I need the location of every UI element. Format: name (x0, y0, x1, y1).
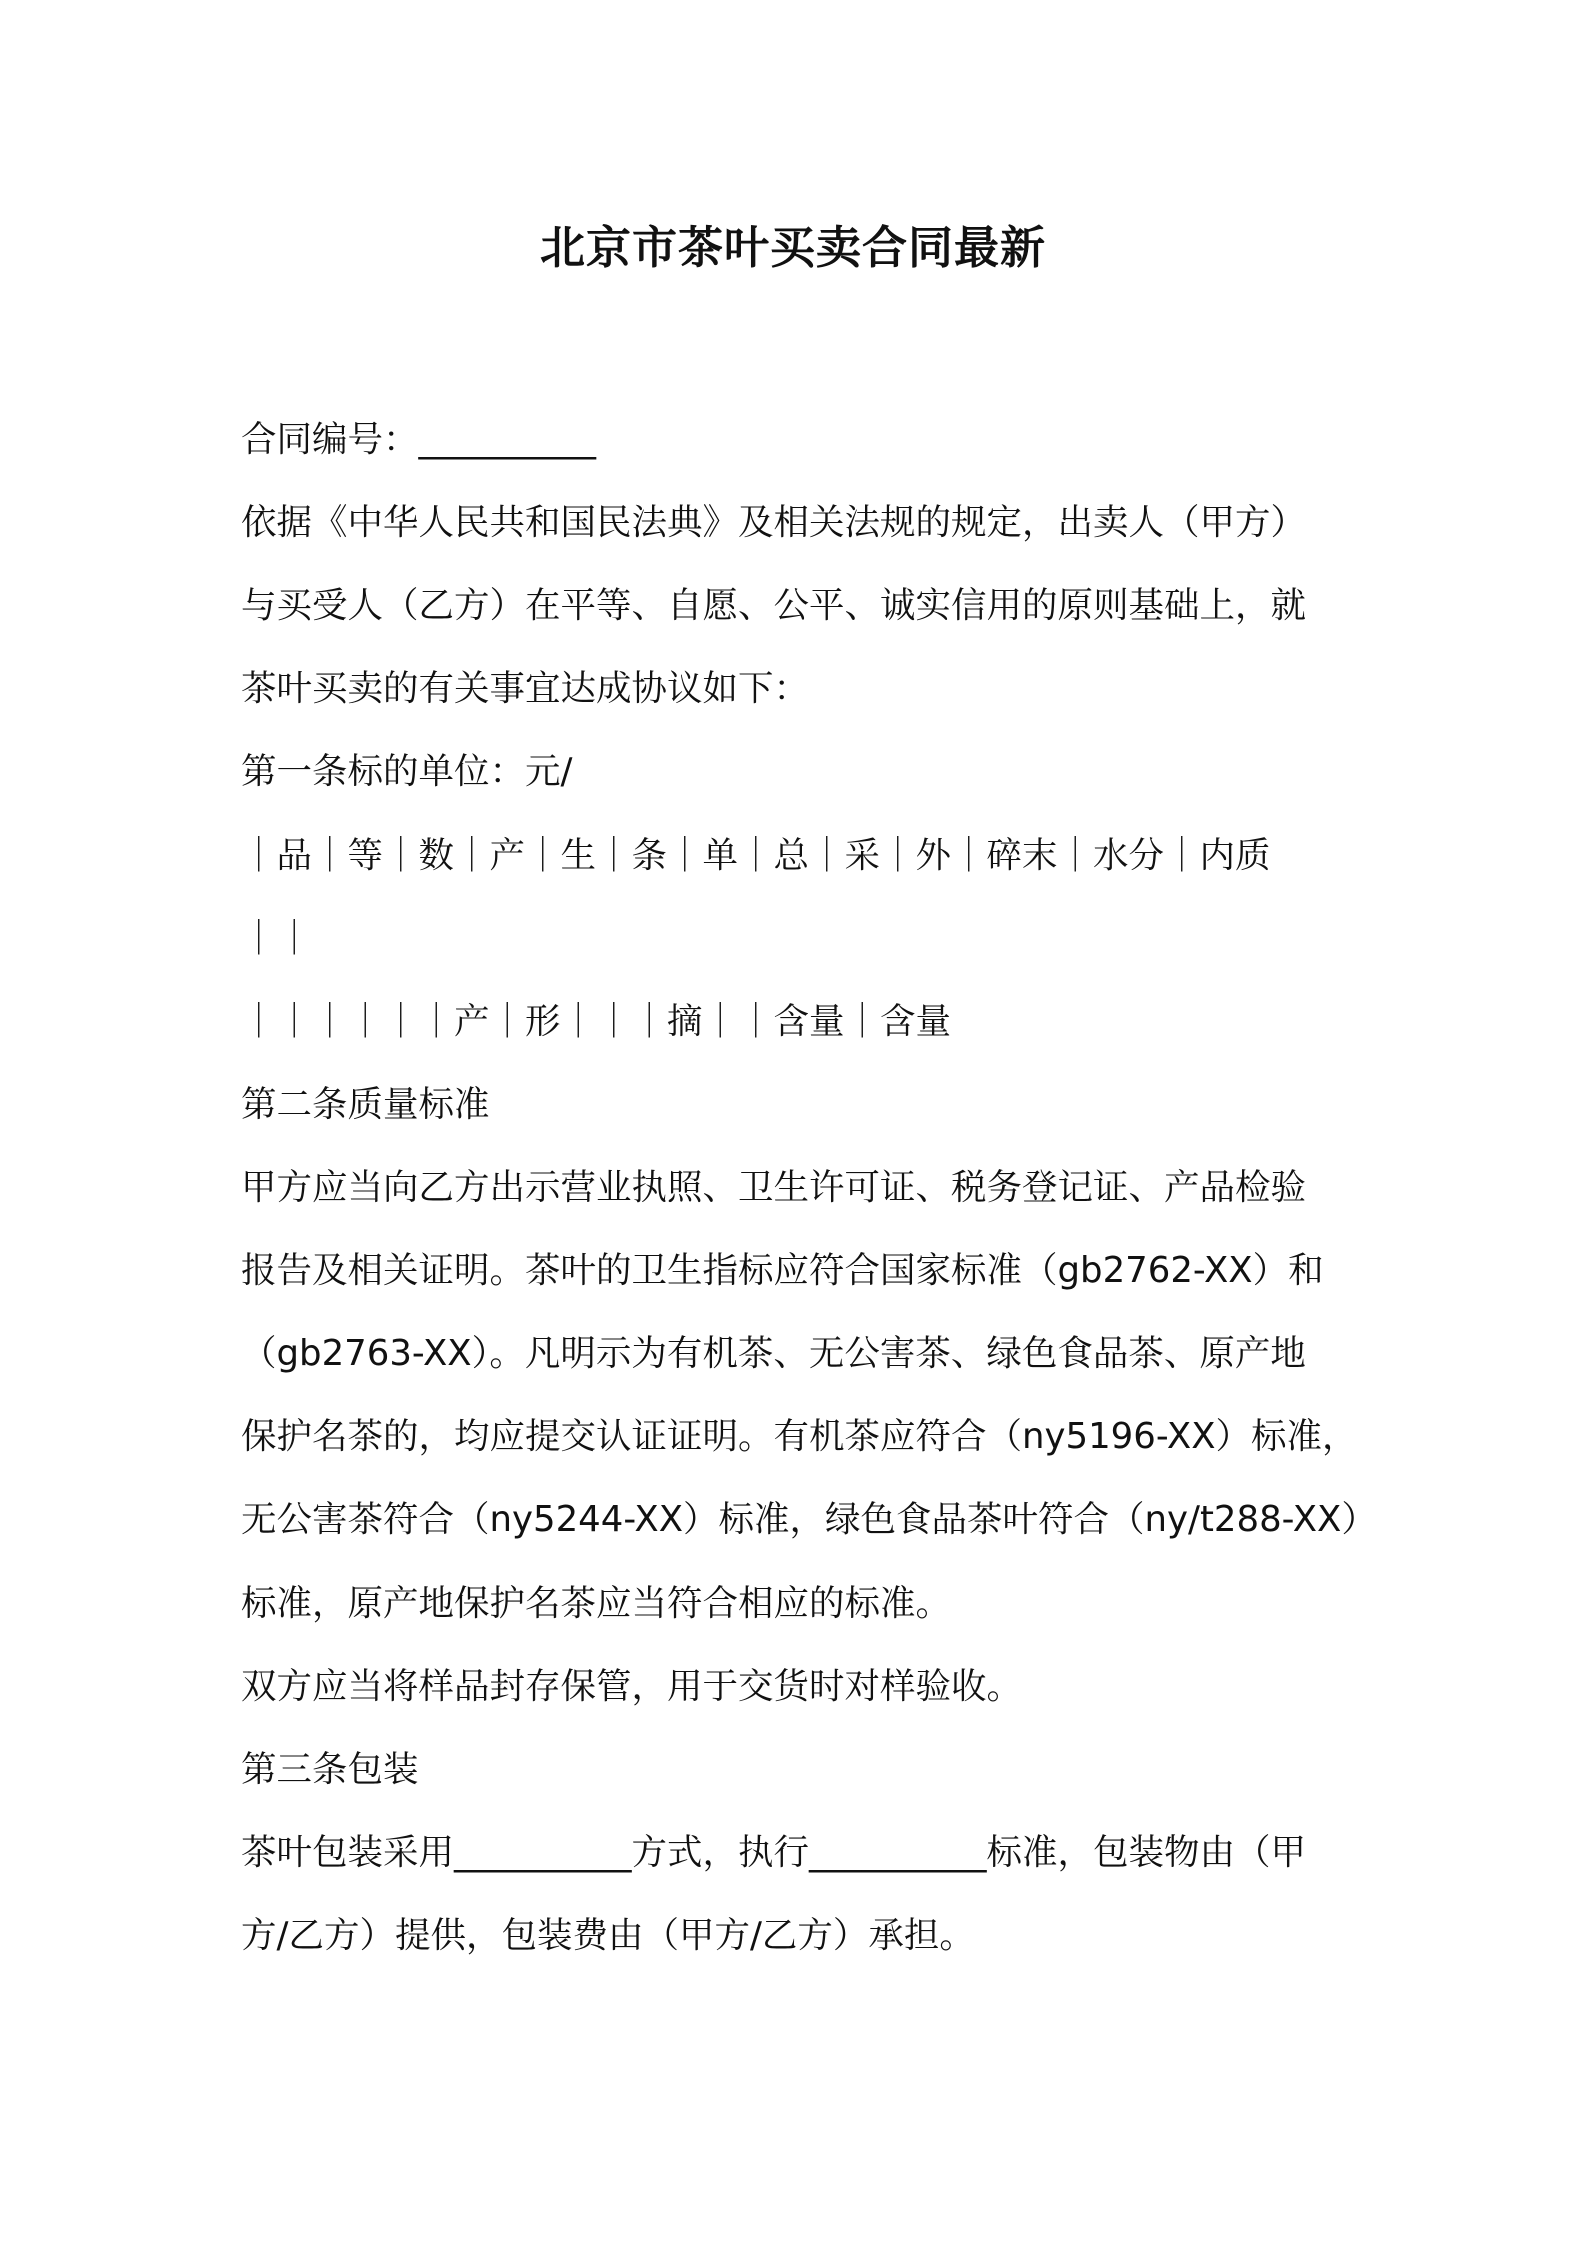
contract-number-line: 合同编号：__________ (241, 419, 597, 460)
article-2-sample-note: 双方应当将样品封存保管，用于交货时对样验收。 (241, 1666, 1023, 1707)
article-2-line: 甲方应当向乙方出示营业执照、卫生许可证、税务登记证、产品检验 (241, 1167, 1307, 1208)
article-3-line: 茶叶包装采用__________方式，执行__________标准，包装物由（甲 (241, 1832, 1307, 1873)
article-1-heading: 第一条标的单位：元/ (241, 751, 573, 792)
article-2-line: 无公害茶符合（ny5244-XX）标准，绿色食品茶叶符合（ny/t288-XX） (241, 1499, 1377, 1540)
preamble-line: 与买受人（乙方）在平等、自愿、公平、诚实信用的原则基础上，就 (241, 585, 1307, 626)
preamble-line: 依据《中华人民共和国民法典》及相关法规的规定，出卖人（甲方） (241, 502, 1307, 543)
document-title: 北京市茶叶买卖合同最新 (539, 221, 1046, 274)
article-2-line: 标准，原产地保护名茶应当符合相应的标准。 (241, 1583, 952, 1624)
article-3-line: 方/乙方）提供，包装费由（甲方/乙方）承担。 (241, 1915, 975, 1956)
article-3-heading: 第三条包装 (241, 1749, 419, 1790)
preamble-line: 茶叶买卖的有关事宜达成协议如下： (241, 668, 810, 709)
article-1-table-line: ｜｜｜｜｜｜产｜形｜｜｜摘｜｜含量｜含量 (241, 1001, 952, 1042)
article-2-line: 保护名茶的，均应提交认证证明。有机茶应符合（ny5196-XX）标准， (241, 1416, 1358, 1457)
article-2-line: 报告及相关证明。茶叶的卫生指标应符合国家标准（gb2762-XX）和 (241, 1250, 1324, 1291)
article-2-line: （gb2763-XX）。凡明示为有机茶、无公害茶、绿色食品茶、原产地 (241, 1333, 1306, 1374)
article-1-table-line: ｜｜ (241, 918, 313, 959)
article-1-table-line: ｜品｜等｜数｜产｜生｜条｜单｜总｜采｜外｜碎末｜水分｜内质 (241, 835, 1271, 876)
article-2-heading: 第二条质量标准 (241, 1084, 490, 1125)
